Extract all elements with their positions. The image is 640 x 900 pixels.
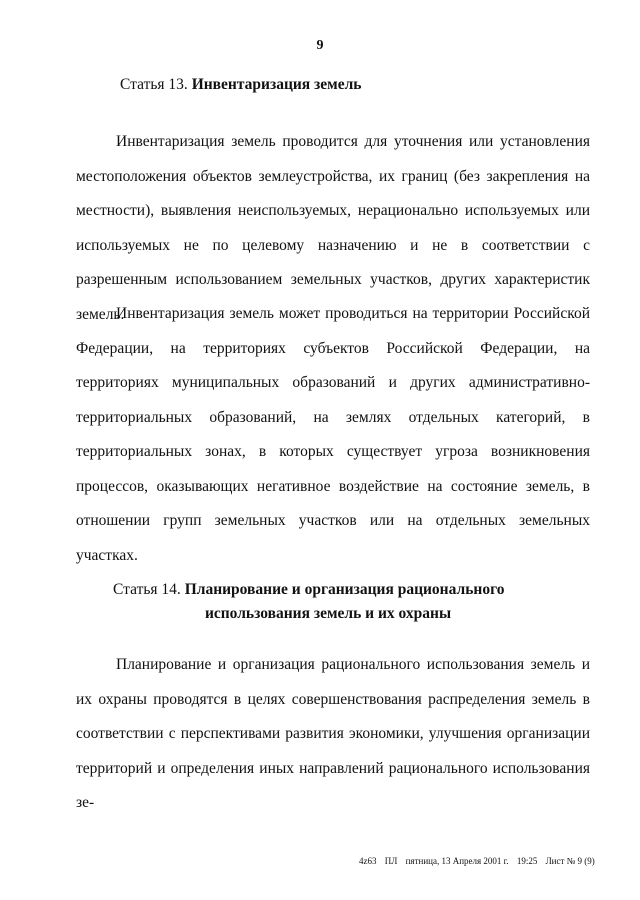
article-13-paragraph-1: Инвентаризация земель проводится для уточнения или установления местоположения объектов землеустройства, их границ (без закрепления на местности), выявления неиспользуемых, нерационально используемых или используемых не по целевому назначению и не в соответствии с разрешенным использованием земельных участков, других характеристик земель.	[76, 133, 590, 323]
article-14-title-line-1: Планирование и организация рационального	[184, 581, 505, 598]
footer-doc-code: 4z63	[359, 856, 377, 866]
page-footer	[359, 856, 601, 866]
footer-sheet: Лист № 9 (9)	[545, 856, 595, 866]
article-14-prefix: Статья 14.	[113, 581, 181, 598]
article-13-paragraph-2: Инвентаризация земель может проводиться на территории Российской Федерации, на территориях субъектов Российской Федерации, на территориях муниципальных образований и других административно-территориальных образований, на землях отдельных категорий, в территориальных зонах, в которых существует угроза возникновения процессов, оказывающих негативное воздействие на состояние земель, в отношении групп земельных участков или на отдельных земельных участках.	[76, 305, 590, 564]
article-13-title: Инвентаризация земель	[191, 76, 362, 93]
footer-type: ПЛ	[384, 856, 398, 866]
article-13-heading	[120, 76, 362, 94]
article-14-title-line-2: использования земель и их охраны	[204, 605, 452, 622]
article-14-heading	[113, 581, 543, 623]
article-14-paragraph-1: Планирование и организация рационального использования земель и их охраны проводятся в целях совершенствования распределения земель в соответствии с перспективами развития экономики, улучшения организации территорий и определения иных направлений рационального использования зе-	[76, 656, 590, 811]
article-13-prefix: Статья 13.	[120, 76, 188, 93]
footer-time: 19:25	[516, 856, 538, 866]
footer-date: пятница, 13 Апреля 2001 г.	[405, 856, 509, 866]
page-number: 9	[316, 38, 324, 53]
